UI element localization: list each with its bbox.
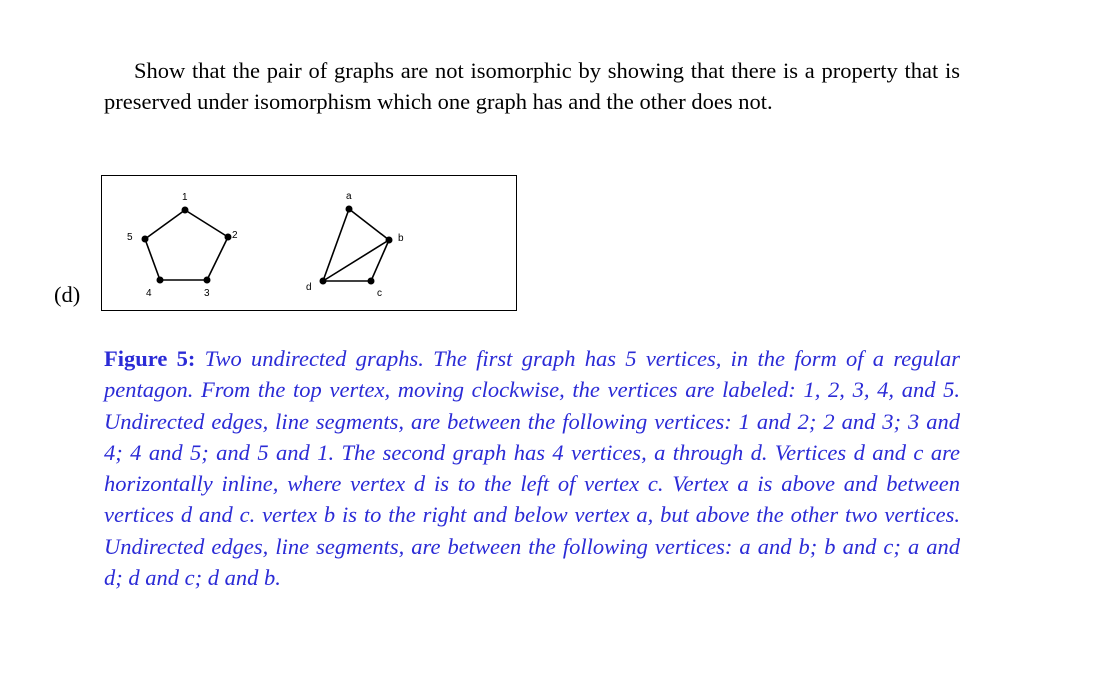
vertex-label-c: c xyxy=(377,288,382,299)
edge-5-1 xyxy=(145,210,185,239)
graph-quadrilateral xyxy=(306,191,404,299)
vertex-label-1: 1 xyxy=(182,192,188,203)
question-body: Show that the pair of graphs are not isomorphic by showing that there is a property that is preserved under isomorphism which one graph has and the other does not. xyxy=(104,58,960,114)
edge-a-b xyxy=(349,209,389,240)
vertex-b xyxy=(386,237,393,244)
graphs-figure xyxy=(102,176,518,312)
vertex-3 xyxy=(204,277,211,284)
edge-2-3 xyxy=(207,237,228,280)
edge-d-b xyxy=(323,240,389,281)
question-text xyxy=(104,55,960,117)
vertex-1 xyxy=(182,207,189,214)
edge-1-2 xyxy=(185,210,228,237)
vertex-c xyxy=(368,278,375,285)
vertex-label-a: a xyxy=(346,191,352,202)
vertex-a xyxy=(346,206,353,213)
figure-caption xyxy=(104,343,960,593)
vertex-label-3: 3 xyxy=(204,288,210,299)
part-label: (d) xyxy=(54,282,81,307)
caption-label: Figure 5: xyxy=(104,346,196,371)
vertex-5 xyxy=(142,236,149,243)
vertex-label-d: d xyxy=(306,282,312,293)
figure-box xyxy=(101,175,517,311)
vertex-label-5: 5 xyxy=(127,232,133,243)
vertex-2 xyxy=(225,234,232,241)
vertex-d xyxy=(320,278,327,285)
edge-a-d xyxy=(323,209,349,281)
graph-pentagon xyxy=(127,192,238,299)
edge-4-5 xyxy=(145,239,160,280)
caption-text: Two undirected graphs. The first graph has 5 vertices, in the form of a regular pentagon. From the top vertex, moving clockwise, the vertices are labeled: 1, 2, 3, 4, and 5. Undirected edges, line segments, are between the following vertices: 1 and 2; 2 and 3; 3 and 4; 4 and 5; and 5 and 1. The second graph has 4 vertices, a through d. Vertices d and c are horizontally inline, where vertex d is to the left of vertex c. Vertex a is above and between vertices d and c. vertex b is to the right and below vertex a, but above the other two vertices. Undirected edges, line segments, are between the following vertices: a and b; b and c; a and d; d and c; d and b. xyxy=(104,346,961,591)
vertex-label-2: 2 xyxy=(232,230,238,241)
vertex-label-b: b xyxy=(398,233,404,244)
vertex-label-4: 4 xyxy=(146,288,152,299)
vertex-4 xyxy=(157,277,164,284)
